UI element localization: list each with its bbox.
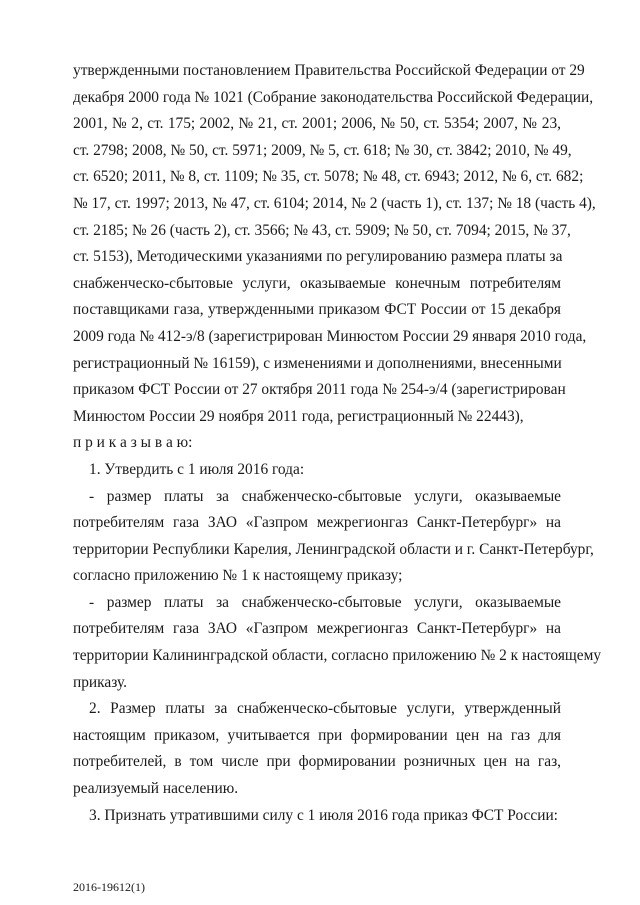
text-line: ст. 2798; 2008, № 50, ст. 5971; 2009, № 5, ст. 618; № 30, ст. 3842; 2010, № 49,: [73, 141, 572, 159]
clause-3-heading: 3. Признать утратившими силу с 1 июля 2016 года приказ ФСТ России:: [89, 806, 558, 824]
text-line: Минюстом России 29 ноября 2011 года, регистрационный № 22443),: [73, 407, 524, 425]
document-body: [73, 58, 602, 829]
text-line: территории Республики Карелия, Ленинградской области и г. Санкт-Петербург,: [73, 540, 594, 558]
text-line: ст. 5153), Методическими указаниями по регулированию размера платы за: [73, 248, 563, 266]
text-line: реализуемый населению.: [73, 780, 239, 798]
text-line: снабженческо-сбытовые услуги, оказываемые конечным потребителям: [73, 274, 561, 292]
text-line: - размер платы за снабженческо-сбытовые услуги, оказываемые: [89, 593, 561, 611]
text-line: - размер платы за снабженческо-сбытовые услуги, оказываемые: [89, 487, 561, 505]
text-line: приказу.: [73, 673, 128, 691]
text-line: ст. 2185; № 26 (часть 2), ст. 3566; № 43, ст. 5909; № 50, ст. 7094; 2015, № 37,: [73, 221, 571, 239]
text-line: 2001, № 2, ст. 175; 2002, № 21, ст. 2001; 2006, № 50, ст. 5354; 2007, № 23,: [73, 115, 561, 133]
text-line: потребителей, в том числе при формировании розничных цен на газ,: [73, 753, 561, 771]
text-line: согласно приложению № 1 к настоящему приказу;: [73, 567, 403, 585]
text-line: потребителям газа ЗАО «Газпром межрегионгаз Санкт-Петербург» на: [73, 514, 561, 532]
text-line: настоящим приказом, учитывается при формировании цен на газ для: [73, 726, 561, 744]
clause-1-heading: 1. Утвердить с 1 июля 2016 года:: [89, 460, 305, 478]
text-line: утвержденными постановлением Правительства Российской Федерации от 29: [73, 62, 585, 79]
text-line: № 17, ст. 1997; 2013, № 47, ст. 6104; 2014, № 2 (часть 1), ст. 137; № 18 (часть 4),: [73, 194, 596, 212]
order-word: п р и к а з ы в а ю:: [73, 434, 193, 452]
clause-2-text: 2. Размер платы за снабженческо-сбытовые услуги, утвержденный: [89, 700, 561, 718]
document-footer-code: 2016-19612(1): [73, 880, 145, 894]
text-line: ст. 6520; 2011, № 8, ст. 1109; № 35, ст. 5078; № 48, ст. 6943; 2012, № 6, ст. 682;: [73, 168, 584, 186]
text-line: 2009 года № 412-э/8 (зарегистрирован Минюстом России 29 января 2010 года,: [73, 327, 587, 345]
text-line: территории Калининградской области, согласно приложению № 2 к настоящему: [73, 647, 602, 665]
text-line: приказом ФСТ России от 27 октября 2011 года № 254-э/4 (зарегистрирован: [73, 381, 566, 399]
text-line: регистрационный № 16159), с изменениями и дополнениями, внесенными: [73, 354, 562, 372]
text-line: декабря 2000 года № 1021 (Собрание законодательства Российской Федерации,: [73, 88, 594, 106]
text-line: потребителям газа ЗАО «Газпром межрегионгаз Санкт-Петербург» на: [73, 620, 561, 638]
text-line: поставщиками газа, утвержденными приказом ФСТ России от 15 декабря: [73, 301, 561, 319]
